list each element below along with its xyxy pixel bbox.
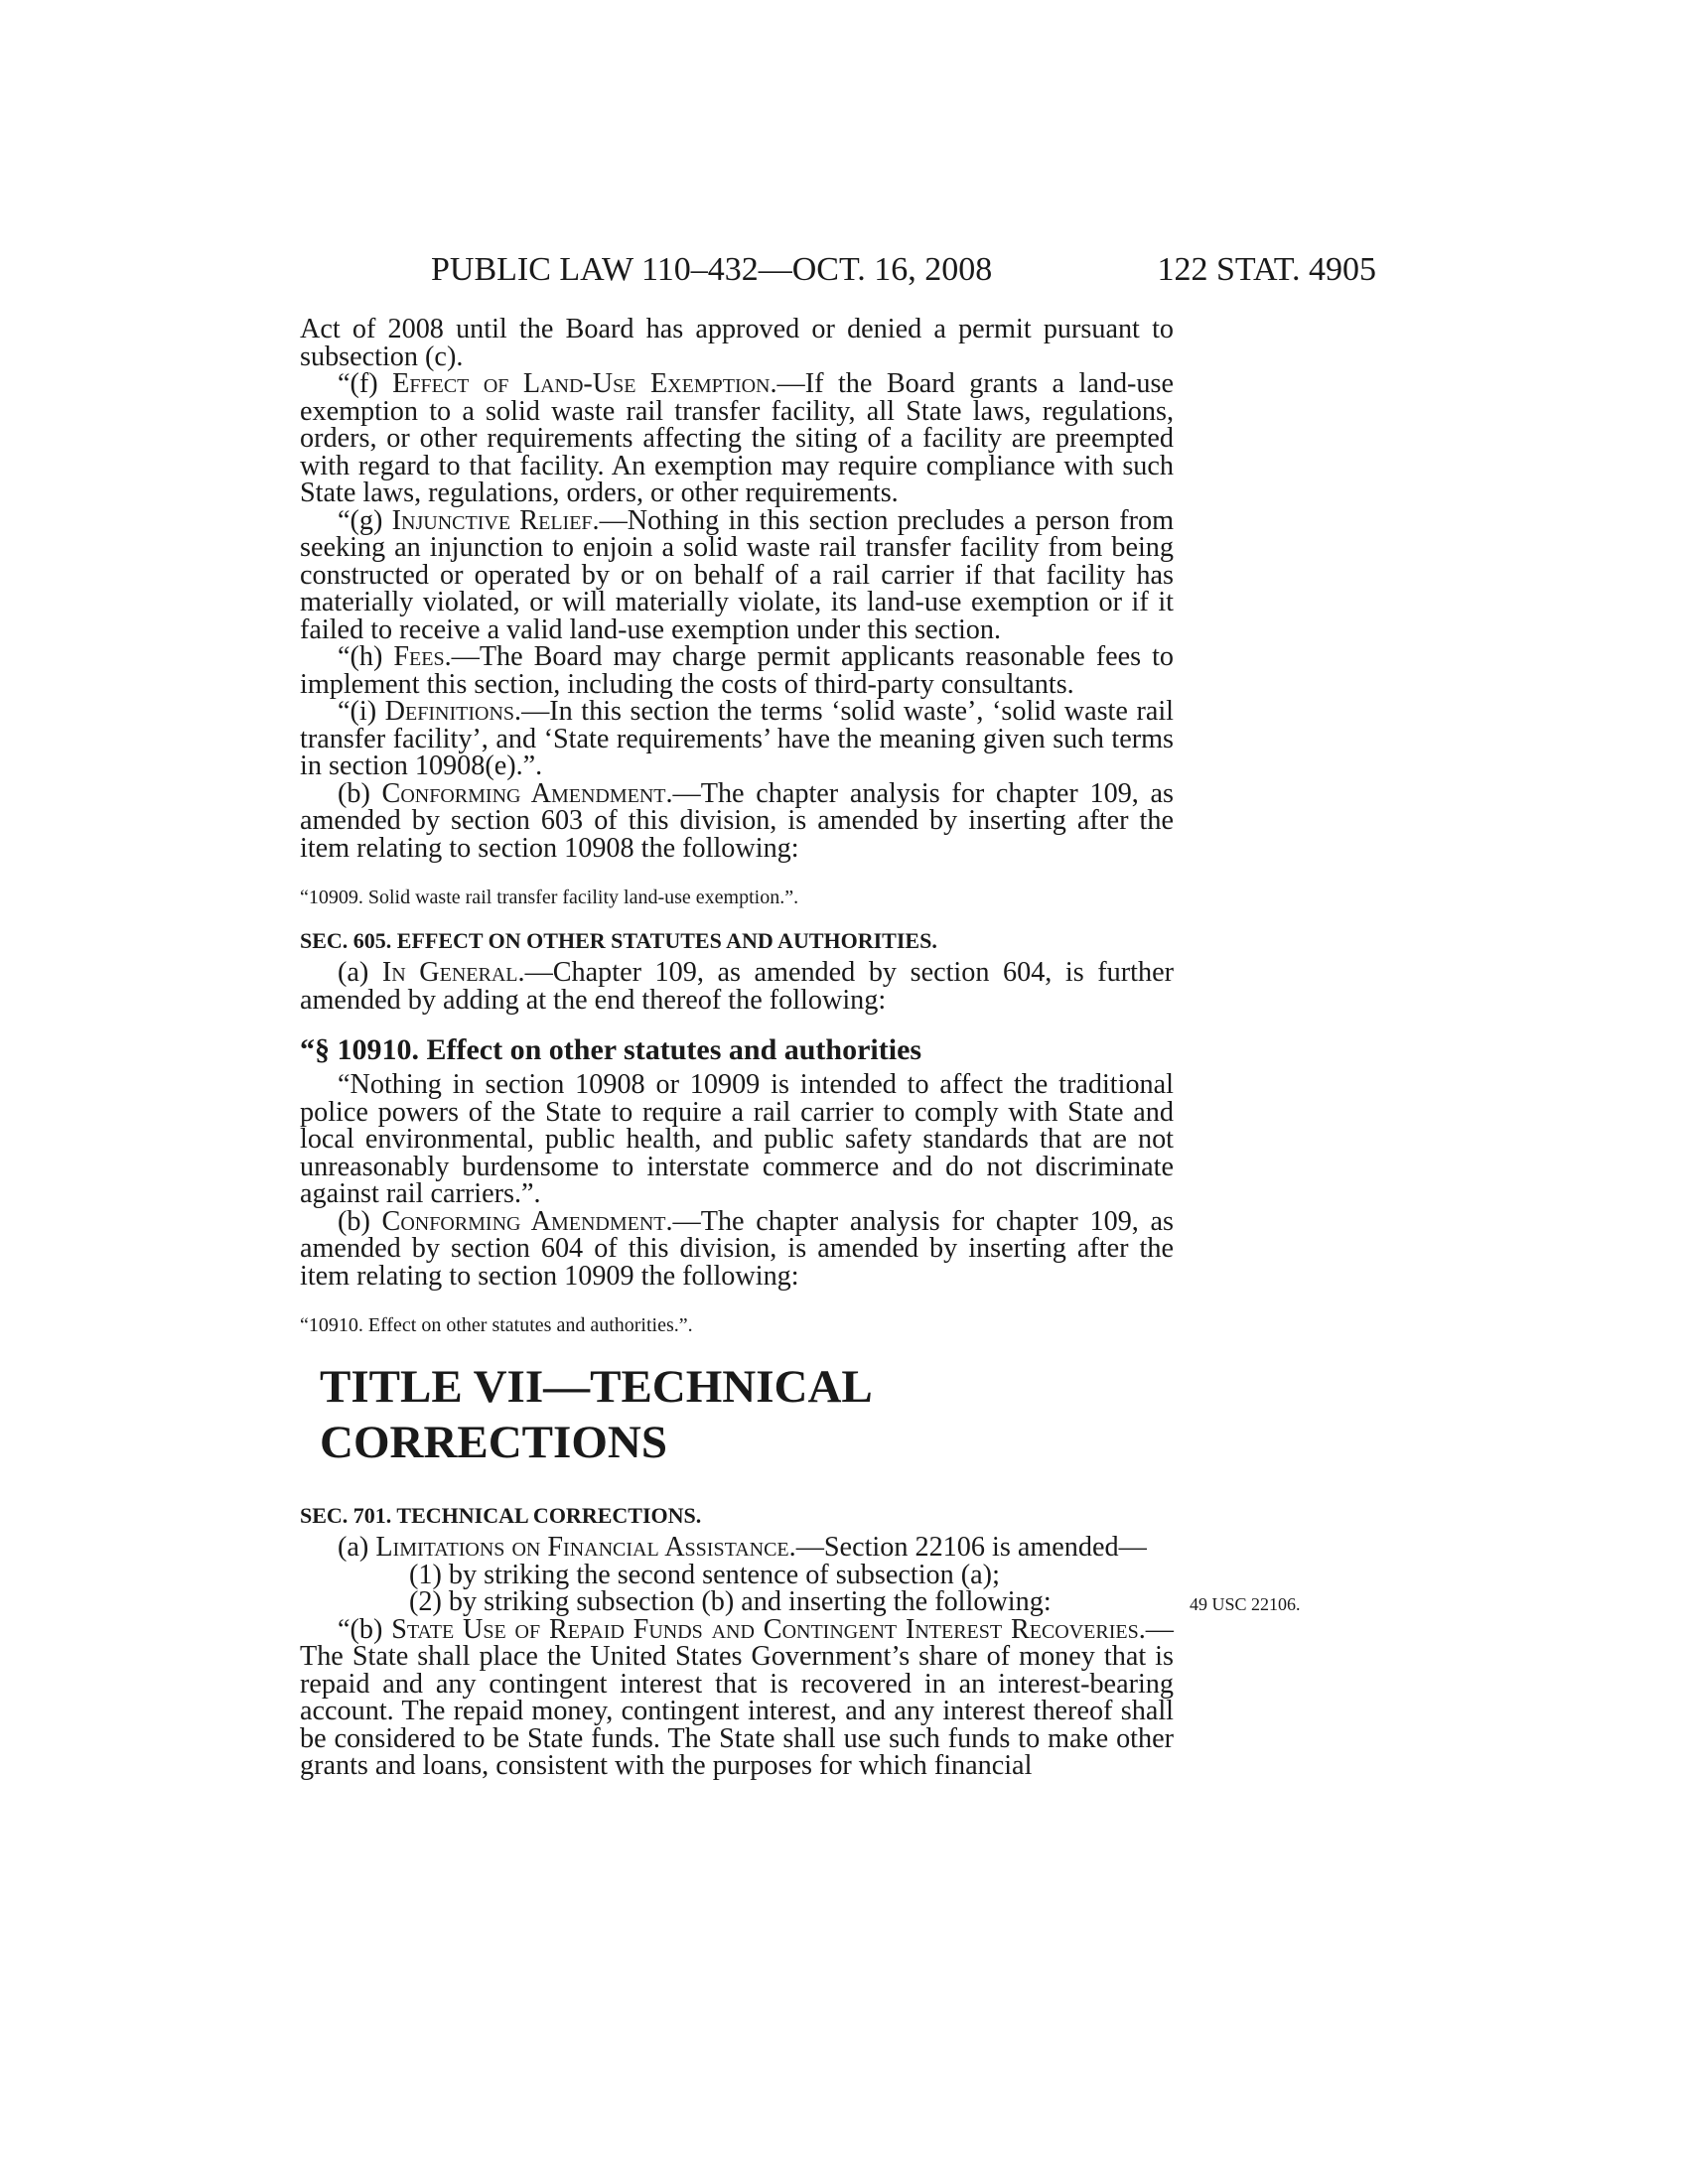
subsection-heading: Definitions: [384, 696, 515, 727]
subsection-g: [300, 504, 1174, 645]
subsection-i: [300, 698, 1174, 780]
subsection-text: .—If the Board grants a land-use exemption to a solid waste rail transfer facility, all State laws, regulations, orders, or other requirements affecting the siting of a facility are preempted with regard to that facility. An exemption may require compliance with such State laws, regulations, orders, or other requirements.: [300, 368, 1175, 508]
subsection-heading: Fees: [393, 641, 445, 672]
section-605-heading: SEC. 605. EFFECT ON OTHER STATUTES AND AUTHORITIES.: [300, 928, 937, 953]
subsection-text: .—Chapter 109, as amended by section 604, is further amended by adding at the end thereof the following:: [300, 957, 1174, 1016]
subsection-b-state-use: [300, 1613, 1174, 1781]
subsection-heading: Injunctive Relief: [391, 504, 593, 536]
subsection-label: (a): [338, 957, 382, 988]
subsection-a-limitations: [300, 1534, 1174, 1562]
subsection-label: (a): [338, 1532, 376, 1563]
subsection-label: “(i): [338, 696, 385, 727]
subsection-b-conforming-605: [300, 1205, 1174, 1292]
section-10910-title: “§ 10910. Effect on other statutes and authorities: [300, 1033, 922, 1066]
subsection-heading: Conforming Amendment: [381, 777, 666, 809]
subsection-h: [300, 643, 1174, 698]
subsection-label: “(f): [338, 368, 393, 399]
margin-citation: 49 USC 22106.: [1190, 1594, 1301, 1614]
subsection-heading: In General: [381, 957, 518, 988]
subsection-label: “(h): [338, 641, 394, 672]
subsection-text: .—Section 22106 is amended—: [788, 1532, 1147, 1563]
paragraph: [300, 316, 1174, 370]
subsection-label: “(g): [338, 504, 392, 536]
chapter-analysis-item-10910: “10910. Effect on other statutes and authorities.”.: [300, 1314, 693, 1336]
title-vii-heading: TITLE VII—TECHNICAL CORRECTIONS: [320, 1361, 871, 1468]
subsection-label: “(b): [338, 1613, 392, 1645]
page-header: [431, 250, 1376, 290]
subsection-text: .—Nothing in this section precludes a person from seeking an injunction to enjoin a solid waste rail transfer facility from being constructed or operated by or on behalf of a rail carrier if that facility has materially violated, or will materially violate, its land-use exemption or if it failed to receive a valid land-use exemption under this section.: [300, 504, 1174, 645]
list-item: (1) by striking the second sentence of subsection (a);: [409, 1559, 1000, 1590]
subsection-text: .—The chapter analysis for chapter 109, as amended by section 603 of this division, is amended by inserting after the item relating to section 10908 the following:: [300, 777, 1174, 864]
subsection-a-general: [300, 959, 1174, 1014]
document-body: [300, 316, 1174, 1780]
paragraph-text: Act of 2008 until the Board has approved or denied a permit pursuant to subsection (c).: [300, 314, 1174, 372]
subsection-b-conforming-604: [300, 777, 1174, 864]
subsection-heading: Limitations on Financial Assistance: [375, 1532, 789, 1563]
chapter-analysis-item-10909: “10909. Solid waste rail transfer facility land-use exemption.”.: [300, 887, 799, 908]
page-stat-number: 122 STAT. 4905: [1157, 251, 1376, 288]
subsection-text: .—The State shall place the United States Government’s share of money that is repaid and any contingent interest that is recovered in an interest-bearing account. The repaid money, contingent interest, and any interest thereof shall be considered to be State funds. The State shall use such funds to make other grants and loans, consistent with the purposes for which financial: [300, 1613, 1174, 1781]
running-head: PUBLIC LAW 110–432—OCT. 16, 2008: [431, 251, 993, 288]
subsection-heading: Conforming Amendment: [381, 1205, 666, 1237]
subsection-text: .—The chapter analysis for chapter 109, as amended by section 604 of this division, is amended by inserting after the item relating to section 10909 the following:: [300, 1205, 1174, 1292]
subsection-label: (b): [338, 777, 382, 809]
subsection-heading: Effect of Land-Use Exemption: [392, 368, 771, 399]
subsection-text: .—In this section the terms ‘solid waste’, ‘solid waste rail transfer facility’, and ‘State requirements’ have the meaning given such terms in section 10908(e).”.: [300, 696, 1175, 781]
subsection-heading: State Use of Repaid Funds and Contingent Interest Recoveries: [391, 1613, 1139, 1645]
section-701-heading: SEC. 701. TECHNICAL CORRECTIONS.: [300, 1503, 702, 1528]
section-10910-text: “Nothing in section 10908 or 10909 is intended to affect the traditional police powers of the State to require a rail carrier to comply with State and local environmental, public health, and public safety standards that are not unreasonably burdensome to interstate commerce and do not discriminate against rail carriers.”.: [300, 1069, 1174, 1209]
list-item: (2) by striking subsection (b) and inserting the following:: [409, 1586, 1052, 1617]
subsection-label: (b): [338, 1205, 382, 1237]
subsection-f: [300, 370, 1174, 507]
subsection-text: .—The Board may charge permit applicants reasonable fees to implement this section, including the costs of third-party consultants.: [300, 641, 1174, 700]
